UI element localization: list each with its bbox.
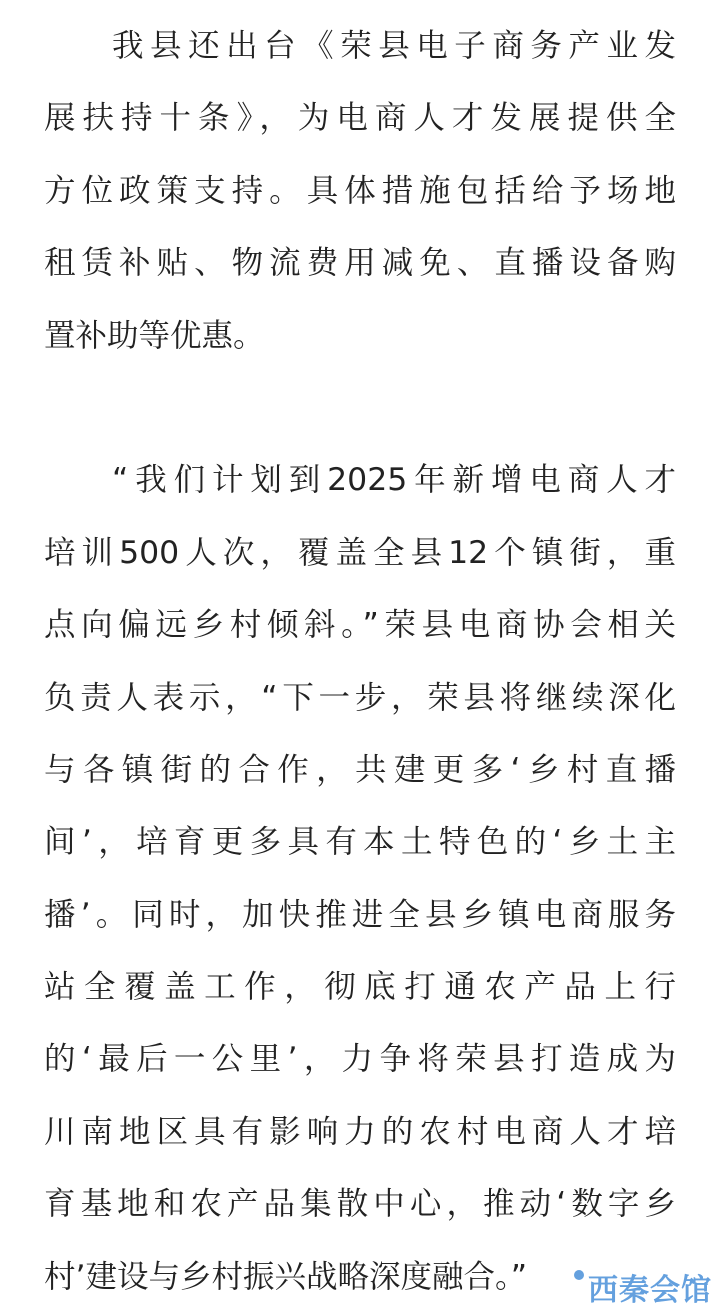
watermark-text: 西秦会馆 [588, 1273, 712, 1308]
text-line: 负责人表示，“下一步，荣县将继续深化 [44, 679, 676, 716]
text-line: 展扶持十条》，为电商人才发展提供全 [44, 100, 676, 137]
watermark-dot-icon [574, 1270, 584, 1280]
text-line: 育基地和农产品集散中心，推动‘数字乡 [44, 1186, 676, 1223]
text-line: 我县还出台《荣县电子商务产业发 [112, 28, 676, 64]
text-line: 方位政策支持。具体措施包括给予场地 [44, 172, 676, 209]
paragraph-quote [44, 444, 676, 1313]
text-line: 与各镇街的合作，共建更多‘乡村直播 [44, 751, 676, 788]
text-line: 间’，培育更多具有本土特色的‘乡土主 [44, 824, 676, 861]
text-line: 的‘最后一公里’，力争将荣县打造成为 [44, 1041, 676, 1078]
paragraph-policy [44, 10, 676, 372]
paragraph-gap [44, 372, 676, 444]
article-body [44, 10, 676, 1313]
text-line: 川南地区具有影响力的农村电商人才培 [44, 1113, 676, 1150]
text-line: 租赁补贴、物流费用减免、直播设备购 [44, 245, 676, 282]
text-line: 培训500人次，覆盖全县12个镇街，重 [44, 534, 676, 571]
text-line: 点向偏远乡村倾斜。”荣县电商协会相关 [44, 607, 676, 644]
text-line: 站全覆盖工作，彻底打通农产品上行 [44, 969, 676, 1006]
text-line: 播’。同时，加快推进全县乡镇电商服务 [44, 896, 676, 933]
text-line: 置补助等优惠。 [44, 317, 265, 354]
watermark-logo [574, 1266, 712, 1308]
text-line: 村’建设与乡村振兴战略深度融合。” [44, 1258, 528, 1295]
text-line: “我们计划到2025年新增电商人才 [112, 462, 676, 499]
